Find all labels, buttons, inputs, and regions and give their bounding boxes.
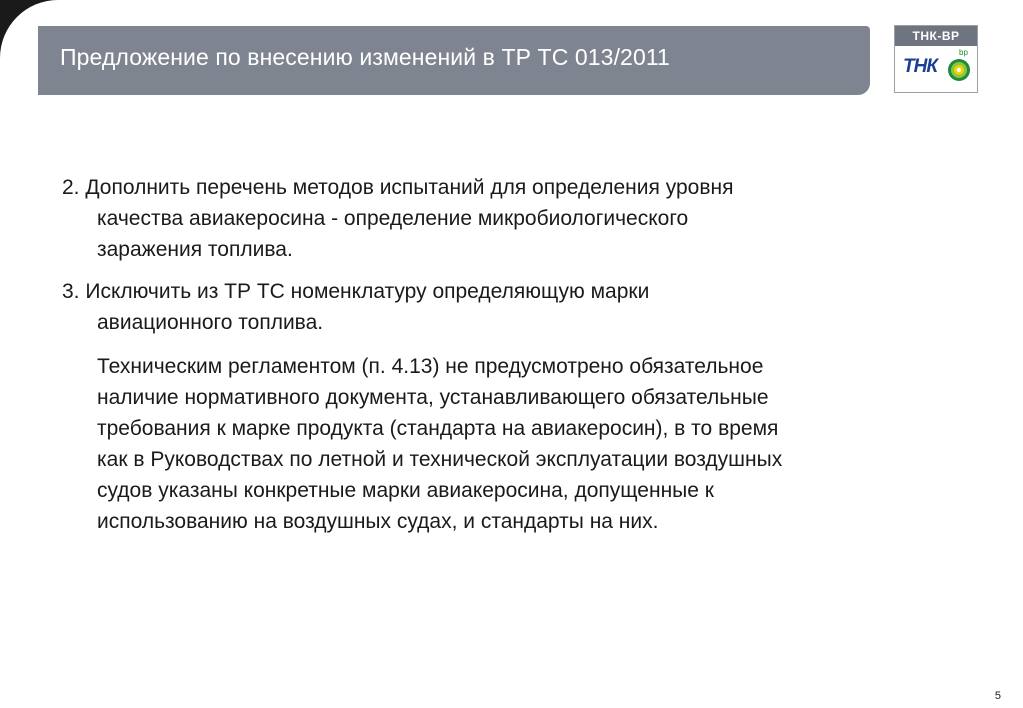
list-item-line: 3. Исключить из ТР ТС номенклатуру определяющую марки [62,280,650,303]
list-item-line: качества авиакеросина - определение микробиологического [97,207,689,230]
paragraph-line: Техническим регламентом (п. 4.13) не предусмотрено обязательное [97,355,764,378]
paragraph-line: как в Руководствах по летной и технической эксплуатации воздушных [97,448,783,471]
company-logo [894,25,978,93]
page-number: 5 [994,690,1001,702]
slide-content [62,172,962,537]
explanation-paragraph [62,351,962,537]
title-bar [38,26,870,95]
list-item [62,276,962,338]
logo-top-text: ТНК-ВР [895,26,977,46]
paragraph-line: использованию на воздушных судах, и стандарты на них. [97,510,659,533]
slide-title: Предложение по внесению изменений в ТР ТС 013/2011 [60,44,670,70]
logo-tnk-mark: ТНК [903,56,938,77]
paragraph-line: судов указаны конкретные марки авиакеросина, допущенные к [97,479,714,502]
list-item [62,172,962,265]
paragraph-line: требования к марке продукта (стандарта на авиакеросин), в то время [97,417,779,440]
list-item-line: 2. Дополнить перечень методов испытаний для определения уровня [62,176,734,199]
paragraph-line: наличие нормативного документа, устанавливающего обязательные [97,386,769,409]
list-item-line: заражения топлива. [97,238,293,261]
logo-bp-label: bp [959,48,968,57]
bp-helios-icon [947,58,971,82]
list-item-line: авиационного топлива. [97,311,324,334]
